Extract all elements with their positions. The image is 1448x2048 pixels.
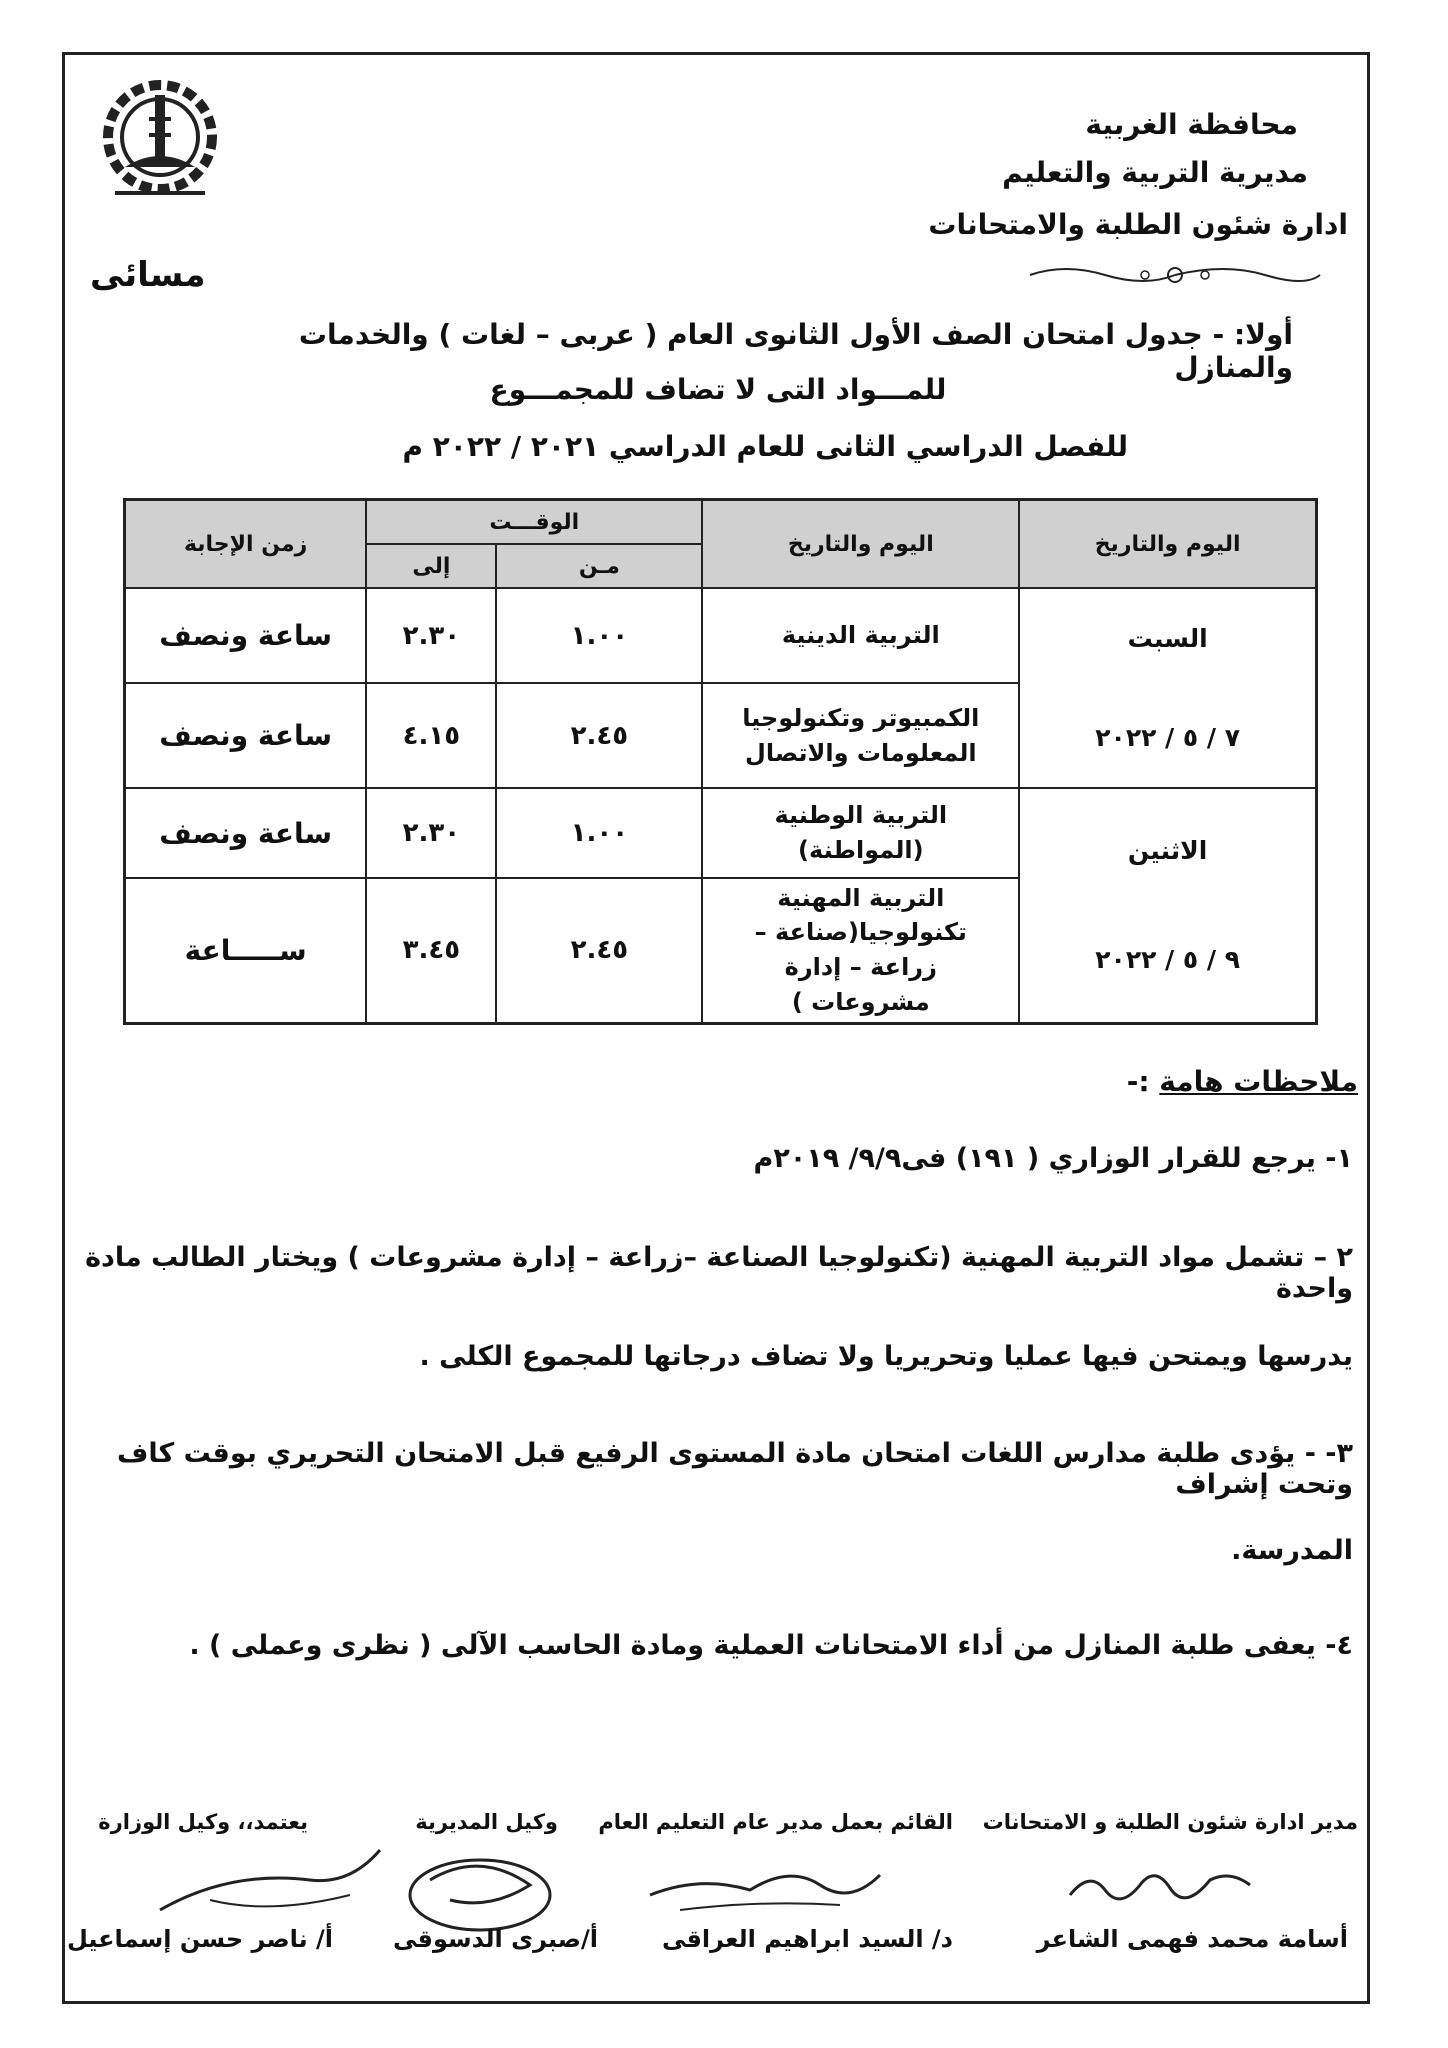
header-to: إلى: [366, 544, 496, 588]
notes-title-suffix: :-: [1126, 1065, 1150, 1098]
subject-cell: التربية الوطنية (المواطنة): [702, 788, 1019, 878]
signature-name-2: د/ السيد ابراهيم العراقى: [661, 1925, 953, 1953]
time-to: ٢.٣٠: [366, 788, 496, 878]
header-subject: اليوم والتاريخ: [702, 500, 1019, 589]
header-duration: زمن الإجابة: [125, 500, 367, 589]
time-from: ١.٠٠: [496, 788, 702, 878]
note-item-1: ١- يرجع للقرار الوزاري ( ١٩١) فى٩/٩/ ٢٠١٩م: [753, 1143, 1353, 1174]
exam-date: ٩ / ٥ / ٢٠٢٢: [1095, 945, 1240, 975]
signature-scrawl-4: [150, 1840, 390, 1930]
title-line-2: للمـــواد التى لا تضاف للمجمـــوع: [489, 373, 947, 406]
signature-role-3: وكيل المديرية: [415, 1810, 558, 1834]
governorate-logo-icon: [95, 75, 225, 215]
header-from: مـن: [496, 544, 702, 588]
note-item-2: ٢ – تشمل مواد التربية المهنية (تكنولوجيا الصناعة –زراعة – إدارة مشروعات ) ويختار الطالب مادة واحدة: [85, 1242, 1353, 1304]
signature-role-1: مدير ادارة شئون الطلبة و الامتحانات: [982, 1810, 1358, 1834]
notes-title: ملاحظات هامة: [1159, 1065, 1358, 1098]
directorate-name: مديرية التربية والتعليم: [1002, 156, 1308, 189]
exam-date: ٧ / ٥ / ٢٠٢٢: [1095, 723, 1240, 752]
signature-name-1: أسامة محمد فهمى الشاعر: [1036, 1925, 1348, 1953]
notes-heading: [1127, 1065, 1358, 1098]
time-to: ٤.١٥: [366, 683, 496, 788]
note-item-3: ٣- - يؤدى طلبة مدارس اللغات امتحان مادة المستوى الرفيع قبل الامتحان التحريري بوقت كاف وتحت إشراف: [116, 1438, 1353, 1500]
day-name: السبت: [1127, 624, 1208, 653]
day-cell: [1019, 588, 1316, 788]
exam-schedule-table: [123, 498, 1318, 1025]
shift-label: مسائى: [90, 255, 206, 295]
duration-cell: ســـــاعة: [125, 878, 367, 1023]
signature-name-4: أ/ ناصر حسن إسماعيل: [66, 1925, 333, 1953]
time-from: ٢.٤٥: [496, 683, 702, 788]
time-from: ٢.٤٥: [496, 878, 702, 1023]
header-time: الوقـــت: [366, 500, 702, 545]
subject-cell: التربية الدينية: [702, 588, 1019, 683]
signature-scrawl-1: [1060, 1850, 1280, 1920]
governorate-name: محافظة الغربية: [1085, 108, 1298, 141]
subject-cell: التربية المهنية تكنولوجيا(صناعة – زراعة – إدارة مشروعات ): [702, 878, 1019, 1023]
signature-scrawl-2: [640, 1845, 900, 1925]
duration-cell: ساعة ونصف: [125, 683, 367, 788]
duration-cell: ساعة ونصف: [125, 588, 367, 683]
duration-cell: ساعة ونصف: [125, 788, 367, 878]
note-item-3-cont: المدرسة.: [1231, 1535, 1353, 1566]
time-from: ١.٠٠: [496, 588, 702, 683]
header-day-date: اليوم والتاريخ: [1019, 500, 1316, 589]
signature-role-2: القائم بعمل مدير عام التعليم العام: [598, 1810, 953, 1834]
day-cell: [1019, 788, 1316, 1023]
title-line-1: أولا: - جدول امتحان الصف الأول الثانوى العام ( عربى – لغات ) والخدمات والمنازل: [298, 318, 1293, 384]
ornament-divider: [1025, 258, 1325, 292]
table-row: [125, 588, 1317, 683]
day-name: الاثنين: [1127, 836, 1208, 866]
department-name: ادارة شئون الطلبة والامتحانات: [928, 208, 1348, 241]
signature-name-3: أ/صبرى الدسوقى: [392, 1925, 598, 1953]
signature-role-4: يعتمد،، وكيل الوزارة: [98, 1810, 308, 1834]
subject-cell: الكمبيوتر وتكنولوجيا المعلومات والاتصال: [702, 683, 1019, 788]
time-to: ٣.٤٥: [366, 878, 496, 1023]
title-line-3: للفصل الدراسي الثانى للعام الدراسي ٢٠٢١ / ٢٠٢٢ م: [402, 430, 1128, 463]
note-item-2-cont: يدرسها ويمتحن فيها عمليا وتحريريا ولا تضاف درجاتها للمجموع الكلى .: [419, 1341, 1353, 1372]
time-to: ٢.٣٠: [366, 588, 496, 683]
table-row: [125, 788, 1317, 878]
note-item-4: ٤- يعفى طلبة المنازل من أداء الامتحانات العملية ومادة الحاسب الآلى ( نظرى وعملى ) .: [189, 1630, 1353, 1661]
